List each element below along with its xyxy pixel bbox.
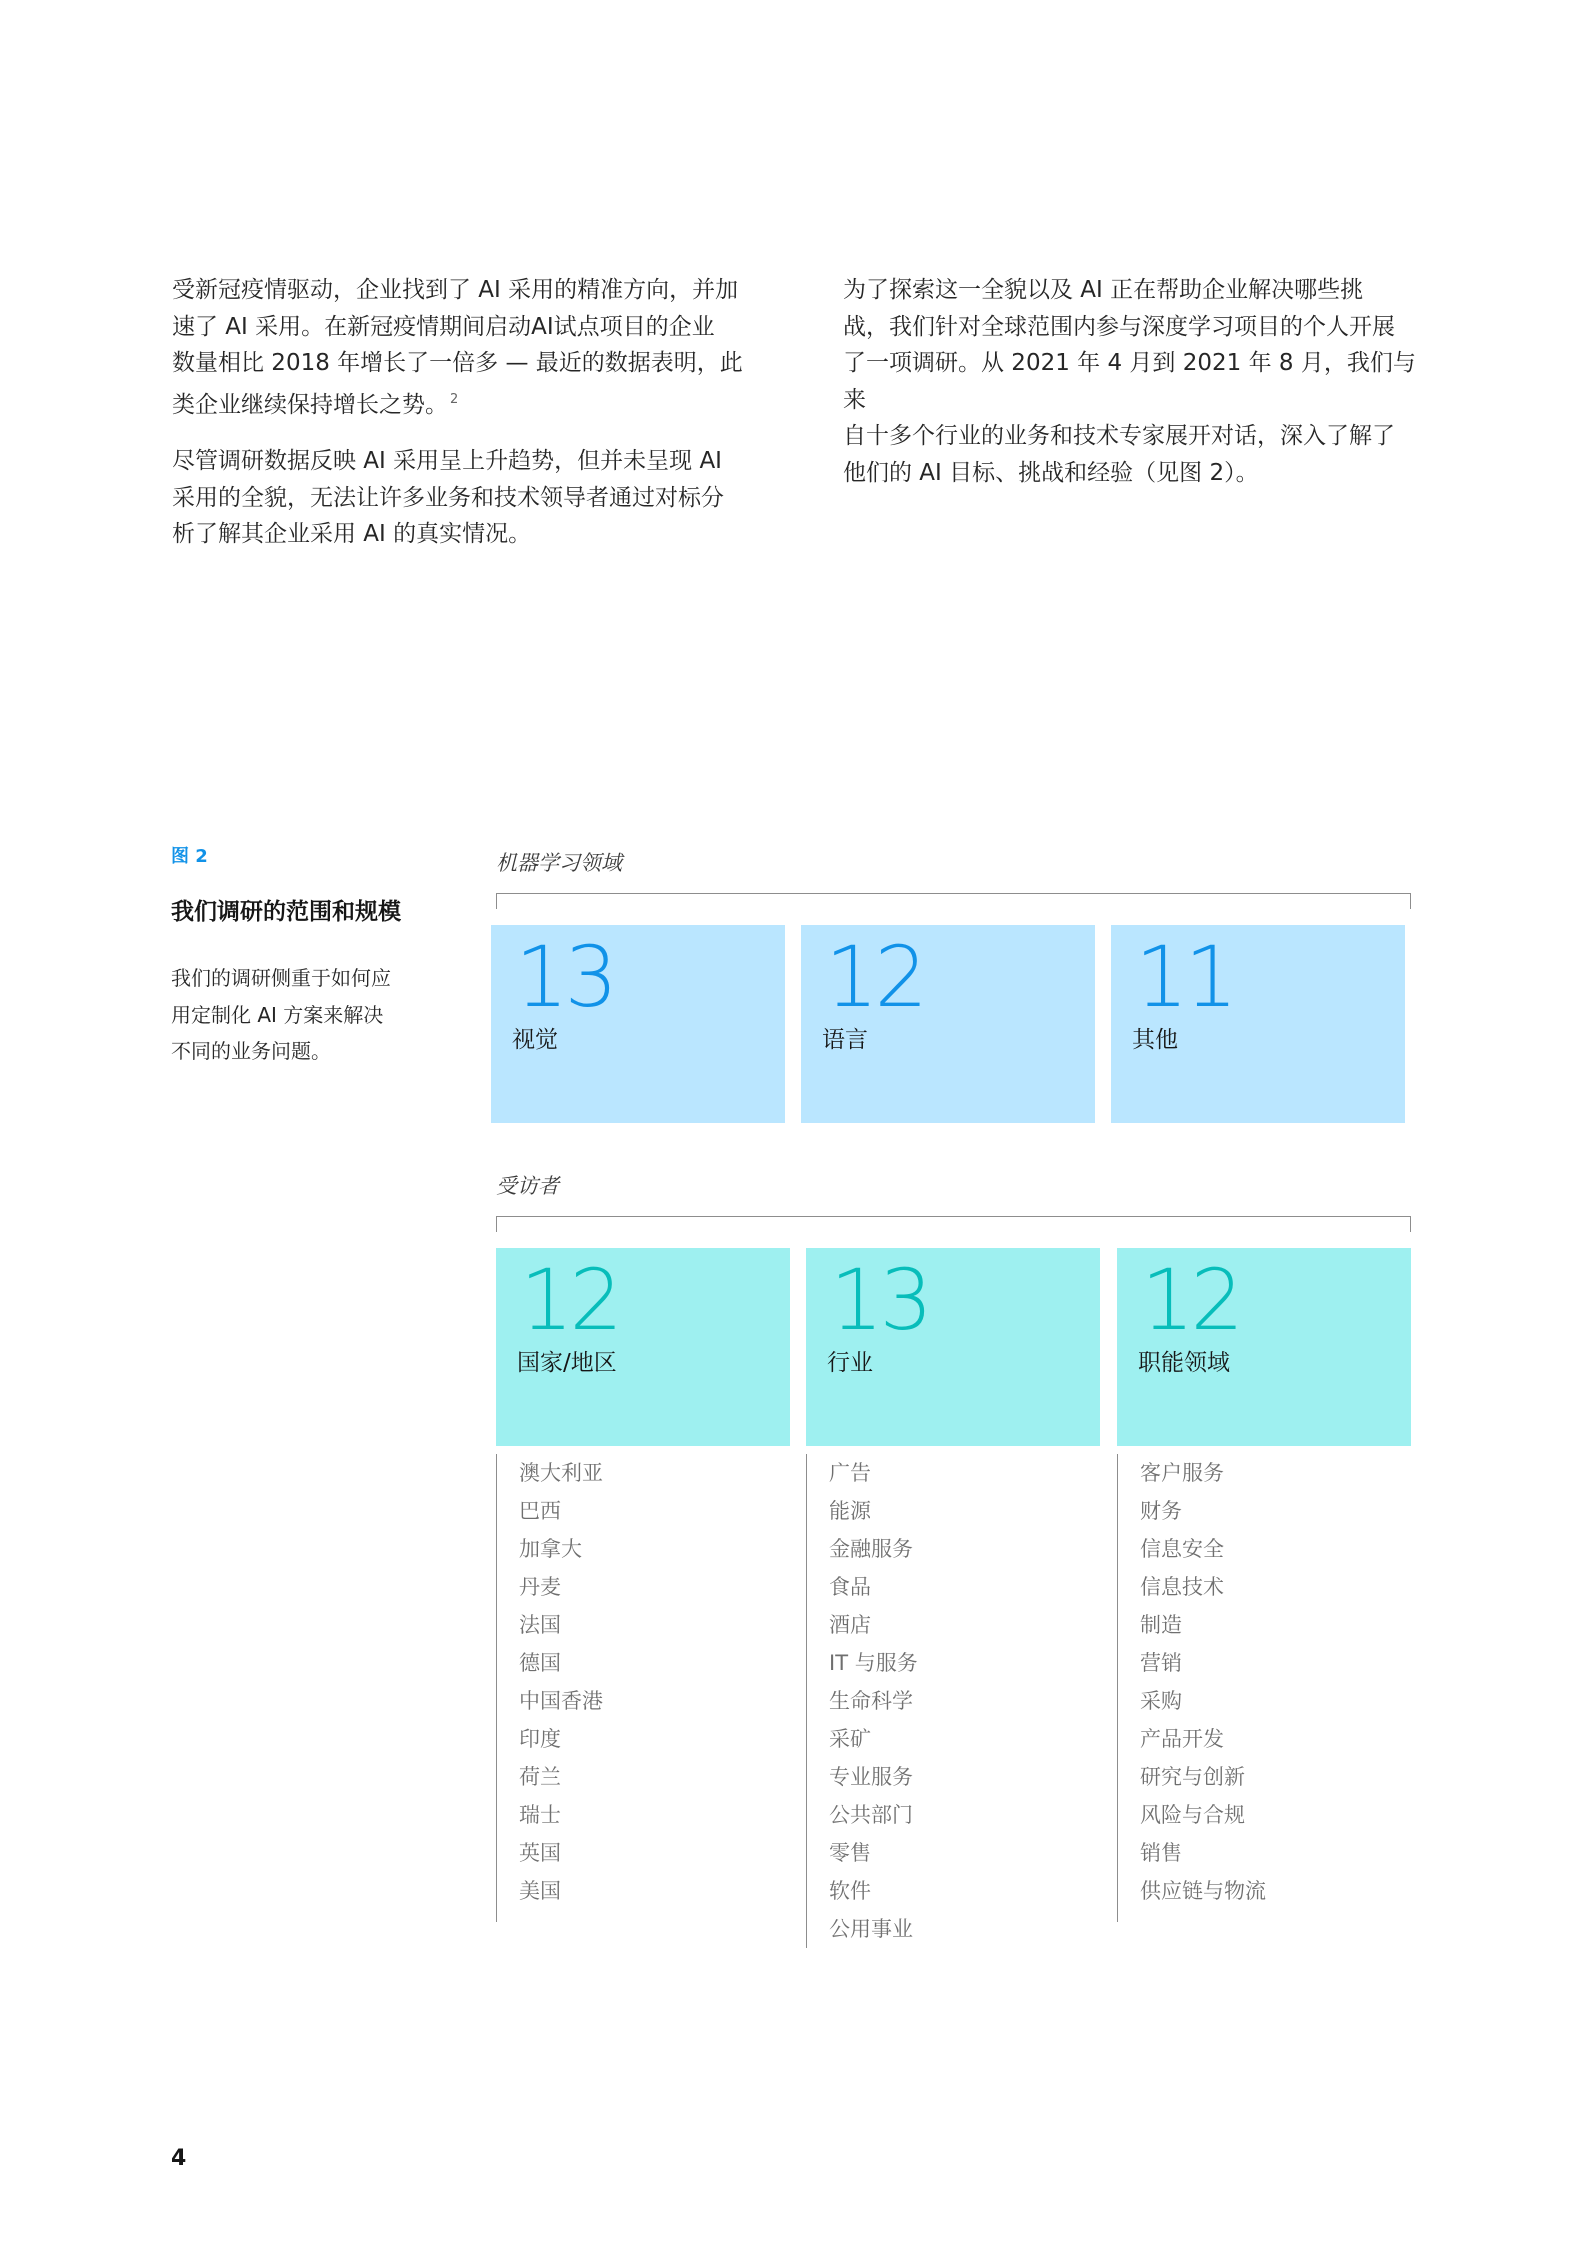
list-item: 软件 bbox=[829, 1879, 871, 1903]
text-line: 不同的业务问题。 bbox=[171, 1039, 331, 1063]
ml-section-label: 机器学习领域 bbox=[496, 851, 622, 875]
list-item: 酒店 bbox=[829, 1613, 871, 1637]
list-item: 丹麦 bbox=[519, 1575, 561, 1599]
stat-label: 国家/地区 bbox=[517, 1350, 617, 1376]
list-item: 供应链与物流 bbox=[1140, 1879, 1266, 1903]
list-item: 风险与合规 bbox=[1140, 1803, 1245, 1827]
list-item: 营销 bbox=[1140, 1651, 1182, 1675]
list-item: 公用事业 bbox=[829, 1917, 913, 1941]
ml-box-other bbox=[1111, 925, 1405, 1123]
list-item: 公共部门 bbox=[829, 1803, 913, 1827]
figure-label: 图 2 bbox=[171, 846, 208, 867]
ml-box-language bbox=[801, 925, 1095, 1123]
list-item: 金融服务 bbox=[829, 1537, 913, 1561]
list-item: 印度 bbox=[519, 1727, 561, 1751]
text-line: 他们的 AI 目标、挑战和经验（见图 2）。 bbox=[843, 459, 1259, 486]
ml-box-vision bbox=[491, 925, 785, 1123]
list-item: 信息安全 bbox=[1140, 1537, 1224, 1561]
list-item: 采购 bbox=[1140, 1689, 1182, 1713]
list-item: 中国香港 bbox=[519, 1689, 603, 1713]
list-item: 采矿 bbox=[829, 1727, 871, 1751]
respondents-section-bracket bbox=[496, 1216, 1411, 1232]
text-line: 自十多个行业的业务和技术专家展开对话，深入了解了 bbox=[843, 423, 1395, 449]
countries-list bbox=[496, 1454, 603, 1922]
functions-list bbox=[1117, 1454, 1266, 1922]
respondents-section-label: 受访者 bbox=[496, 1174, 559, 1198]
stat-number: 13 bbox=[830, 1251, 929, 1349]
list-item: 能源 bbox=[829, 1499, 871, 1523]
list-item: 德国 bbox=[519, 1651, 561, 1675]
stat-label: 语言 bbox=[822, 1027, 868, 1053]
figure-title: 我们调研的范围和规模 bbox=[171, 899, 401, 925]
text-line: 为了探索这一全貌以及 AI 正在帮助企业解决哪些挑 bbox=[843, 277, 1364, 303]
list-item: IT 与服务 bbox=[829, 1651, 918, 1675]
footnote-marker[interactable]: 2 bbox=[450, 391, 459, 407]
text-line: 我们的调研侧重于如何应 bbox=[171, 966, 391, 990]
list-item: 食品 bbox=[829, 1575, 871, 1599]
figure-description bbox=[171, 960, 431, 1070]
list-item: 客户服务 bbox=[1140, 1461, 1224, 1485]
text-line: 类企业继续保持增长之势。 bbox=[172, 391, 448, 418]
text-line: 了一项调研。从 2021 年 4 月到 2021 年 8 月，我们与来 bbox=[843, 350, 1416, 413]
text-line: 用定制化 AI 方案来解决 bbox=[171, 1002, 384, 1027]
stat-number: 12 bbox=[520, 1251, 619, 1349]
list-item: 美国 bbox=[519, 1879, 561, 1903]
list-item: 巴西 bbox=[519, 1499, 561, 1523]
intro-left-paragraph-1 bbox=[172, 272, 762, 423]
intro-right-paragraph bbox=[843, 272, 1433, 491]
text-line: 数量相比 2018 年增长了一倍多 — 最近的数据表明，此 bbox=[172, 350, 743, 376]
text-line: 速了 AI 采用。在新冠疫情期间启动AI试点项目的企业 bbox=[172, 313, 715, 340]
resp-box-functions bbox=[1117, 1248, 1411, 1446]
stat-label: 其他 bbox=[1132, 1027, 1178, 1053]
industries-list bbox=[806, 1454, 918, 1948]
list-item: 英国 bbox=[519, 1841, 561, 1865]
list-item: 澳大利亚 bbox=[519, 1461, 603, 1485]
list-item: 专业服务 bbox=[829, 1765, 913, 1789]
list-item: 荷兰 bbox=[519, 1765, 561, 1789]
resp-box-industries bbox=[806, 1248, 1100, 1446]
stat-label: 行业 bbox=[827, 1350, 873, 1376]
text-line: 尽管调研数据反映 AI 采用呈上升趋势，但并未呈现 AI bbox=[172, 448, 722, 474]
list-item: 财务 bbox=[1140, 1499, 1182, 1523]
list-item: 广告 bbox=[829, 1461, 871, 1485]
list-item: 制造 bbox=[1140, 1613, 1182, 1637]
list-item: 零售 bbox=[829, 1841, 871, 1865]
list-item: 加拿大 bbox=[519, 1537, 582, 1561]
stat-number: 12 bbox=[1141, 1251, 1240, 1349]
list-item: 销售 bbox=[1140, 1841, 1182, 1865]
list-item: 研究与创新 bbox=[1140, 1765, 1245, 1789]
list-item: 法国 bbox=[519, 1613, 561, 1637]
text-line: 析了解其企业采用 AI 的真实情况。 bbox=[172, 521, 532, 547]
text-line: 采用的全貌，无法让许多业务和技术领导者通过对标分 bbox=[172, 484, 724, 511]
stat-label: 视觉 bbox=[512, 1027, 558, 1053]
intro-left-paragraph-2 bbox=[172, 443, 762, 553]
stat-number: 12 bbox=[825, 928, 924, 1026]
stat-label: 职能领域 bbox=[1138, 1350, 1230, 1376]
list-item: 瑞士 bbox=[519, 1803, 561, 1827]
stat-number: 11 bbox=[1135, 928, 1234, 1026]
list-item: 产品开发 bbox=[1140, 1727, 1224, 1751]
page-number: 4 bbox=[171, 2146, 187, 2171]
list-item: 生命科学 bbox=[829, 1689, 913, 1713]
ml-section-bracket bbox=[496, 893, 1411, 909]
text-line: 受新冠疫情驱动，企业找到了 AI 采用的精准方向，并加 bbox=[172, 277, 739, 303]
stat-number: 13 bbox=[515, 928, 614, 1026]
resp-box-countries bbox=[496, 1248, 790, 1446]
list-item: 信息技术 bbox=[1140, 1575, 1224, 1599]
text-line: 战，我们针对全球范围内参与深度学习项目的个人开展 bbox=[843, 313, 1395, 340]
